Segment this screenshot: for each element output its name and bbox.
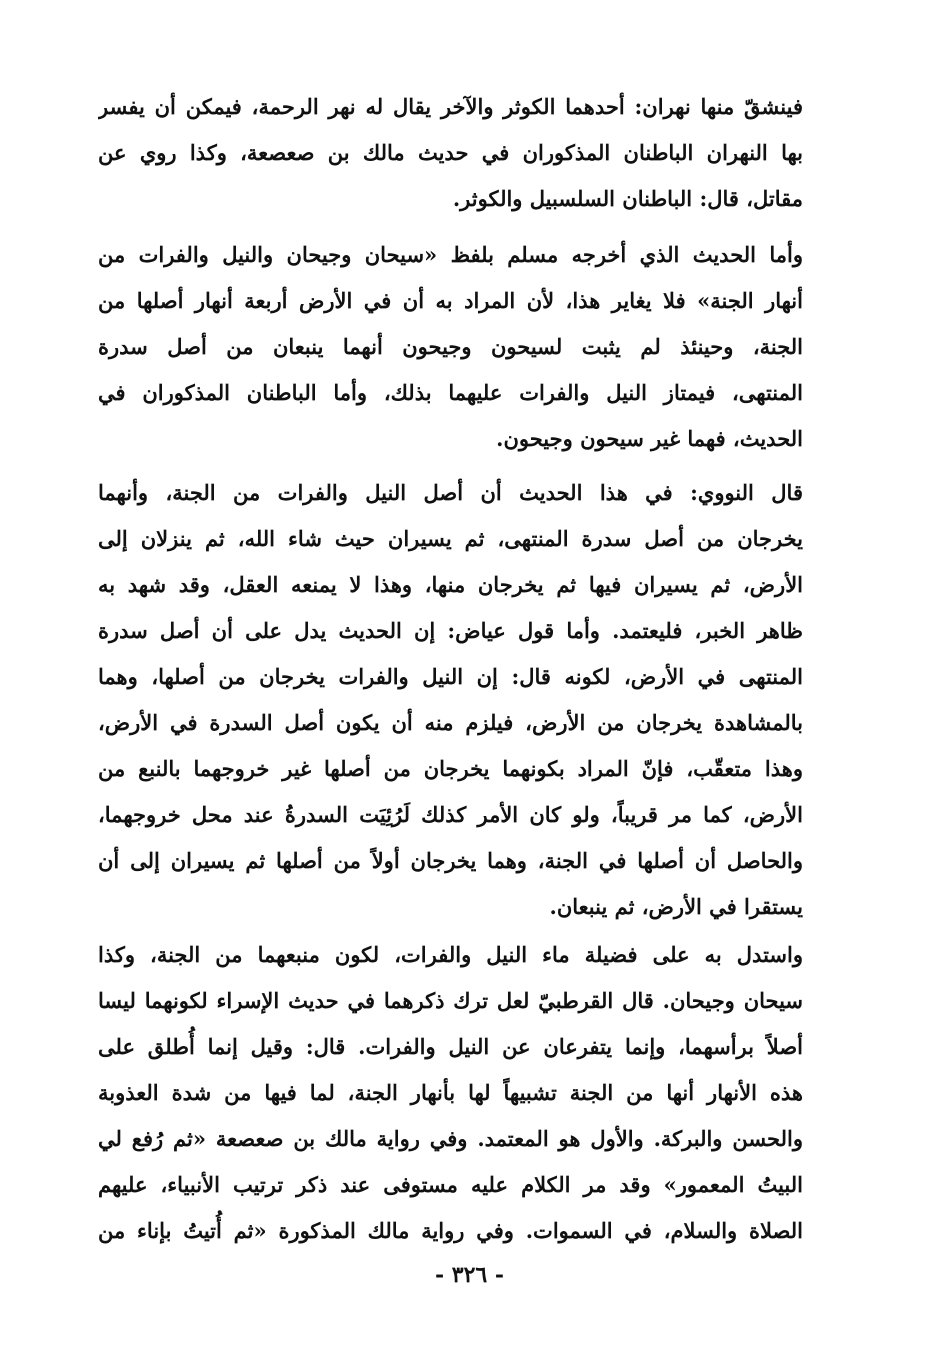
text-line: قال النووي: في هذا الحديث أن أصل النيل والفرات من الجنة، وأنهما <box>98 480 803 505</box>
text-line: يخرجان من أصل سدرة المنتهى، ثم يسيران حيث شاء الله، ثم ينزلان إلى <box>98 526 803 551</box>
text-line: ظاهر الخبر، فليعتمد. وأما قول عياض: إن الحديث يدل على أن أصل سدرة <box>98 618 803 643</box>
text-line: أصلاً برأسهما، وإنما يتفرعان عن النيل والفرات. قال: وقيل إنما أُطلق على <box>98 1034 803 1059</box>
paragraph-3 <box>98 470 803 930</box>
text-line: المنتهى، فيمتاز النيل والفرات عليهما بذلك، وأما الباطنان المذكوران في <box>98 380 803 405</box>
text-line: المنتهى في الأرض، لكونه قال: إن النيل والفرات يخرجان من أصلها، وهما <box>98 664 803 689</box>
text-line: البيتُ المعمور» وقد مر الكلام عليه مستوفى عند ذكر ترتيب الأنبياء، عليهم <box>98 1172 803 1197</box>
text-line: أنهار الجنة» فلا يغاير هذا، لأن المراد به أن في الأرض أربعة أنهار أصلها من <box>98 288 803 313</box>
paragraph-2 <box>98 232 803 462</box>
text-line: بالمشاهدة يخرجان من الأرض، فيلزم منه أن يكون أصل السدرة في الأرض، <box>98 710 803 735</box>
text-line: سيحان وجيحان. قال القرطبيّ لعل ترك ذكرهما في حديث الإسراء لكونهما ليسا <box>98 988 803 1013</box>
paragraph-1 <box>98 84 803 222</box>
text-line: والحسن والبركة. والأول هو المعتمد. وفي رواية مالك بن صعصعة «ثم رُفع لي <box>98 1126 803 1151</box>
text-line: وهذا متعقّب، فإنّ المراد بكونهما يخرجان من أصلها غير خروجهما بالنبع من <box>98 756 803 781</box>
text-line: والحاصل أن أصلها في الجنة، وهما يخرجان أولاً من أصلها ثم يسيران إلى أن <box>98 848 803 873</box>
paragraph-4 <box>98 932 803 1254</box>
text-line: واستدل به على فضيلة ماء النيل والفرات، لكون منبعهما من الجنة، وكذا <box>98 942 803 967</box>
text-line: مقاتل، قال: الباطنان السلسبيل والكوثر. <box>452 186 803 211</box>
text-line: الحديث، فهما غير سيحون وجيحون. <box>496 426 803 451</box>
text-line: الصلاة والسلام، في السموات. وفي رواية مالك المذكورة «ثم أُتيتُ بإناء من <box>98 1218 803 1243</box>
page-number: - ٣٢٦ - <box>434 1262 505 1288</box>
text-line: الأرض، ثم يسيران فيها ثم يخرجان منها، وهذا لا يمنعه العقل، وقد شهد به <box>98 572 803 597</box>
text-line: الجنة، وحينئذ لم يثبت لسيحون وجيحون أنهما ينبعان من أصل سدرة <box>98 334 803 359</box>
text-line: بها النهران الباطنان المذكوران في حديث مالك بن صعصعة، وكذا روي عن <box>98 140 803 165</box>
text-line: يستقرا في الأرض، ثم ينبعان. <box>549 894 803 919</box>
text-line: هذه الأنهار أنها من الجنة تشبيهاً لها بأنهار الجنة، لما فيها من شدة العذوبة <box>98 1080 803 1105</box>
text-line: وأما الحديث الذي أخرجه مسلم بلفظ «سيحان وجيحان والنيل والفرات من <box>98 242 803 267</box>
text-line: فينشقّ منها نهران: أحدهما الكوثر والآخر يقال له نهر الرحمة، فيمكن أن يفسر <box>98 94 803 119</box>
text-line: الأرض، كما مر قريباً، ولو كان الأمر كذلك لَرُئِيَت السدرةُ عند محل خروجهما، <box>98 802 803 827</box>
